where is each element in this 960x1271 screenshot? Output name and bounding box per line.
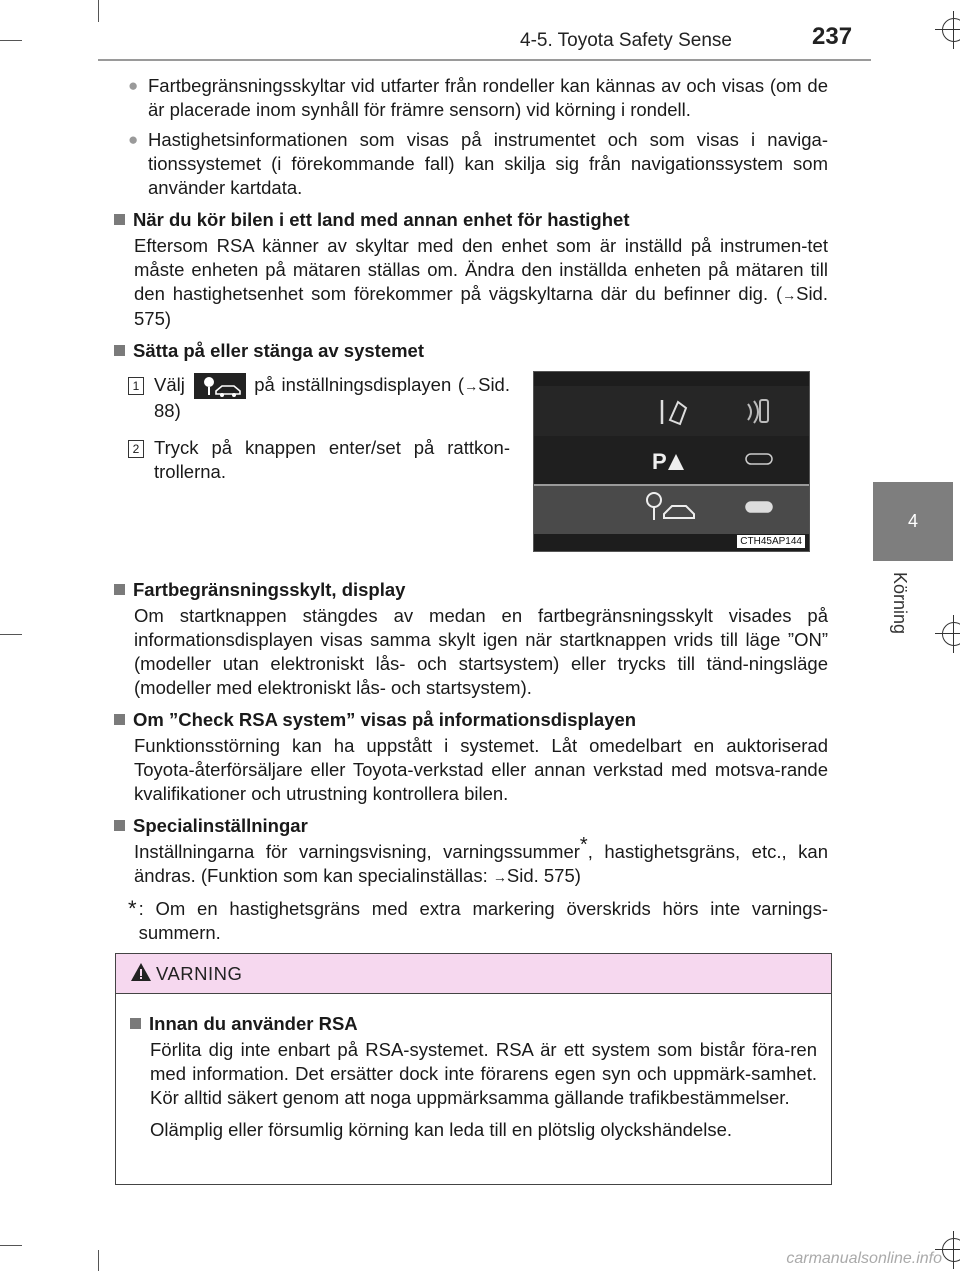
paragraph-text: Inställningarna för varningsvisning, varningssummer — [134, 841, 580, 862]
section-heading — [112, 339, 828, 363]
crop-mark — [0, 634, 22, 635]
bullet-item — [112, 128, 828, 200]
warning-title: VARNING — [156, 963, 243, 984]
section-heading — [112, 208, 828, 232]
step-text — [154, 373, 510, 423]
crop-mark — [98, 1250, 99, 1271]
rsa-settings-icon — [194, 373, 246, 399]
paragraph-text: , hastighetsgräns, etc., kan ändras. (Funktion som kan specialinställas: — [134, 841, 828, 886]
footnote-star: * — [128, 896, 137, 921]
figure-code: CTH45AP144 — [737, 535, 805, 548]
square-bullet-icon — [114, 820, 125, 831]
section-heading — [112, 578, 828, 602]
warning-heading — [128, 1012, 817, 1036]
crop-mark — [0, 1245, 22, 1246]
parking-assist-icon — [534, 436, 809, 486]
heading-text: Sätta på eller stänga av systemet — [133, 340, 425, 361]
main-content — [112, 74, 828, 365]
figure-row-lda — [534, 386, 809, 436]
crop-mark — [98, 0, 99, 22]
heading-text: Fartbegränsningsskylt, display — [133, 579, 406, 600]
figure-row-parking — [534, 436, 809, 486]
chapter-label-text: Körning — [890, 572, 910, 635]
page-ref-link[interactable]: Sid. 575) — [134, 283, 828, 329]
section-paragraph — [112, 833, 828, 889]
heading-text: När du kör bilen i ett land med annan enhet för hastighet — [133, 209, 630, 230]
chapter-tab — [873, 482, 953, 561]
heading-text: Innan du använder RSA — [149, 1013, 358, 1034]
section-heading — [112, 708, 828, 732]
settings-display-figure — [533, 371, 810, 552]
footnote-text: : Om en hastighetsgräns med extra markering överskrids hörs inte varnings-summern. — [138, 898, 828, 943]
arrow-right-icon: → — [782, 287, 797, 303]
warning-paragraph: Olämplig eller försumlig körning kan leda till en plötslig olyckshändelse. — [150, 1119, 733, 1140]
step-text-pre: Välj — [154, 374, 185, 395]
arrow-right-icon: → — [492, 869, 507, 885]
crop-mark — [0, 40, 22, 41]
main-content-lower — [112, 570, 828, 945]
chapter-label — [890, 572, 930, 652]
section-paragraph: Funktionsstörning kan ha uppstått i systemet. Låt omedelbart en auktoriserad Toyota-återförsäljare eller Toyota-verkstad eller annan verkstad med motsva-rande kvalifikationer och utrustning kontrollera bilen. — [134, 735, 828, 804]
header-rule — [98, 59, 871, 61]
section-heading — [112, 814, 828, 838]
page-ref-link[interactable]: Sid. 575) — [506, 865, 581, 886]
arrow-right-icon: → — [464, 378, 479, 394]
watermark: carmanualsonline.info — [786, 1250, 942, 1267]
square-bullet-icon — [114, 584, 125, 595]
footnote — [112, 897, 828, 945]
lane-assist-icon — [534, 386, 809, 436]
warning-box — [115, 953, 832, 1185]
footnote-star: * — [579, 833, 588, 856]
section-paragraph: Om startknappen stängdes av medan en fartbegränsningsskylt visades på informationsdisplayen visas samma skylt igen när startknappen vrids till läge ”ON” (modeller utan elektroniskt lås- och startsystem) eller trycks till tänd-ningsläge (modeller med elektroniskt lås- och startsystem). — [134, 605, 828, 698]
heading-text: Specialinställningar — [133, 815, 308, 836]
bullet-item — [112, 74, 828, 122]
bullet-dot-icon: ● — [128, 130, 139, 149]
chapter-number: 4 — [907, 511, 918, 531]
registration-mark — [942, 622, 960, 646]
registration-mark — [942, 1238, 960, 1262]
warning-triangle-icon — [130, 962, 152, 982]
step-number: 1 — [128, 377, 144, 395]
warning-header — [116, 954, 831, 994]
registration-mark — [942, 18, 960, 42]
bullet-text: Hastighetsinformationen som visas på instrumentet och som visas i naviga-tionssystemet (i förekommande fall) kan skilja sig från navigationssystem som använder kartdata. — [148, 129, 828, 198]
bullet-dot-icon: ● — [128, 76, 139, 95]
rsa-selected-icon — [534, 484, 809, 534]
section-title: 4-5. Toyota Safety Sense — [520, 30, 732, 51]
page-ref-link[interactable]: Sid. 88) — [154, 374, 510, 422]
square-bullet-icon — [114, 714, 125, 725]
warning-body — [116, 994, 831, 1142]
heading-text: Om ”Check RSA system” visas på informationsdisplayen — [133, 709, 637, 730]
svg-text:P: P — [652, 449, 667, 474]
section-paragraph — [112, 234, 828, 331]
paragraph-text: Eftersom RSA känner av skyltar med den enhet som är inställd på instrumen-tet måste enheten på mätaren ställas om. Ändra den inställda enheten på mätaren till den hastighetsenhet som förekommer på vägskyltarna där du befinner dig. ( — [134, 235, 828, 304]
warning-paragraph: Förlita dig inte enbart på RSA-systemet. RSA är ett system som bistår föra-ren med information. Det ersätter dock inte förarens egen syn och uppmärk-samhet. Kör alltid säkert genom att noga uppmärksamma gällande trafikbestämmelser. — [150, 1039, 817, 1108]
square-bullet-icon — [114, 214, 125, 225]
square-bullet-icon — [114, 345, 125, 356]
step-number: 2 — [128, 440, 144, 458]
step-text-post: på inställningsdisplayen ( — [254, 374, 465, 395]
step-text: Tryck på knappen enter/set på rattkon-trollerna. — [154, 437, 510, 482]
step-item — [128, 436, 510, 484]
page-number: 237 — [812, 23, 853, 50]
figure-row-rsa-selected — [534, 484, 809, 534]
bullet-text: Fartbegränsningsskyltar vid utfarter från rondeller kan kännas av och visas (om de är placerade inom synhåll för främre sensorn) vid körning i rondell. — [148, 75, 828, 120]
step-item — [128, 373, 510, 423]
square-bullet-icon — [130, 1018, 141, 1029]
